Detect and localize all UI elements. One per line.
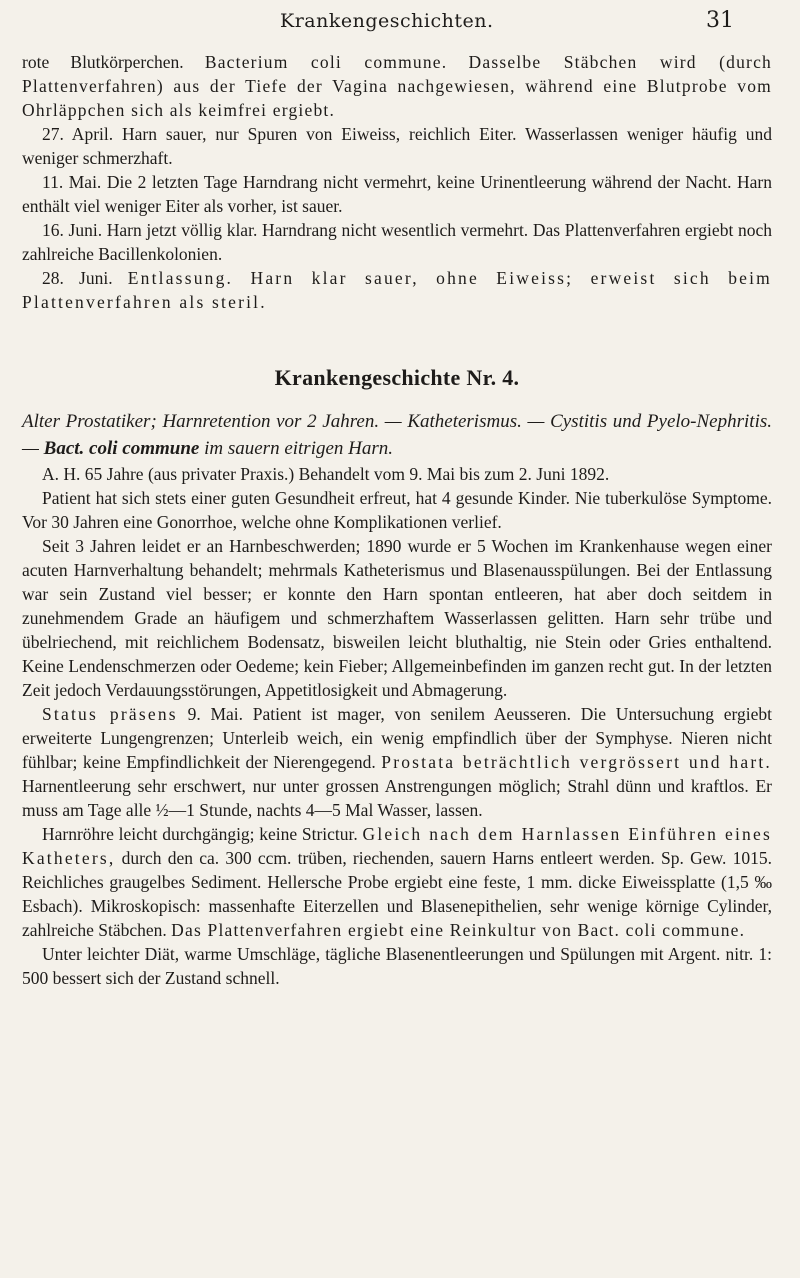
status-text: 9. Mai. Patient ist mager, von senilem Aeusseren. Die Untersuchung ergiebt erweiterte Lungengrenzen; Unterleib weich, ein wenig empfindlich über der Symphyse. Nieren nicht fühlbar; keine Empfindlichkeit der Nierengegend. bbox=[22, 704, 772, 772]
status-prostata: Prostata beträchtlich vergrössert und hart. bbox=[381, 752, 773, 772]
status-label: Status präsens bbox=[42, 704, 178, 724]
entry-28-juni bbox=[22, 266, 772, 314]
anamnesis-complaints: Seit 3 Jahren leidet er an Harnbeschwerden; 1890 wurde er 5 Wochen im Krankenhause wegen einer acuten Harnverhaltung behandelt; mehrmals Katheterismus und Blasenausspülungen. Bei der Entlassung war sein Zustand viel besser; er konnte den Harn spontan entleeren, hat aber doch seitdem in zunehmendem Grade an häufigem und schmerzhaftem Wasserlassen gelitten. Harn sehr trübe und übelriechend, mit reichlichem Bodensatz, bisweilen leicht bluthaltig, nie Stein oder Gries enthaltend. Keine Lendenschmerzen oder Oedeme; kein Fieber; Allgemeinbefinden im ganzen recht gut. In der letzten Zeit jedoch Verdauungsstörungen, Appetitlosigkeit und Abmagerung. bbox=[22, 536, 772, 700]
intro-text: rote Blutkörperchen. bbox=[22, 52, 205, 72]
entry-11-mai: 11. Mai. Die 2 letzten Tage Harndrang nicht vermehrt, keine Urinentleerung während der Nacht. Harn enthält viel weniger Eiter als vorher, ist sauer. bbox=[22, 172, 772, 216]
running-head bbox=[0, 6, 800, 36]
urethra-paragraph bbox=[22, 822, 772, 942]
urethra-catheter: Gleich nach dem Harnlassen Einführen eines Katheters, bbox=[22, 824, 772, 868]
case-subtitle bbox=[22, 408, 772, 462]
intro-vagina-finding: Dasselbe Stäbchen wird (durch Plattenverfahren) aus der Tiefe der Vagina nachgewiesen, während eine Blutprobe vom Ohrläppchen sich als keimfrei ergiebt. bbox=[22, 52, 773, 120]
case-heading: Krankengeschichte Nr. 4. bbox=[274, 365, 520, 390]
entry-28-juni-date: 28. Juni. bbox=[42, 268, 128, 288]
case-subtitle-end: im sauern eitrigen Harn. bbox=[199, 438, 394, 459]
intro-space bbox=[447, 52, 468, 72]
status-urination: Harnentleerung sehr erschwert, nur unter grossen Anstrengungen möglich; Strahl dünn und kraftlos. Er muss am Tage alle ½—1 Stunde, nachts 4—5 Mal Wasser, lassen. bbox=[22, 776, 772, 820]
intro-bacterium-name: Bacterium coli commune. bbox=[204, 52, 448, 72]
anamnesis-history: Patient hat sich stets einer guten Gesundheit erfreut, hat 4 gesunde Kinder. Nie tuberkulöse Symptome. Vor 30 Jahren eine Gonorrhoe, welche ohne Komplikationen verlief. bbox=[22, 488, 772, 532]
urethra-findings: durch den ca. 300 ccm. trüben, riechenden, sauern Harns entleert werden. Sp. Gew. 1015. Reichliches graugelbes Sediment. Hellersche Probe ergiebt eine feste, 1 mm. dicke Eiweissplatte (1,5 ‰ Esbach). Mikroskopisch: massenhafte Eiterzellen und Blasenepithelien, sehr wenige körnige Cylinder, zahlreiche Stäbchen. bbox=[22, 848, 772, 940]
urethra-text: Harnröhre leicht durchgängig; keine Strictur. bbox=[42, 824, 363, 844]
intro-paragraph-bacterium bbox=[22, 50, 772, 122]
therapy-paragraph: Unter leichter Diät, warme Umschläge, tägliche Blasenentleerungen und Spülungen mit Argent. nitr. 1: 500 bessert sich der Zustand schnell. bbox=[22, 944, 772, 988]
entry-27-april: 27. April. Harn sauer, nur Spuren von Eiweiss, reichlich Eiter. Wasserlassen weniger häufig und weniger schmerzhaft. bbox=[22, 124, 772, 168]
urethra-culture: Das Plattenverfahren ergiebt eine Reinkultur von Bact. coli commune. bbox=[171, 920, 746, 940]
status-paragraph bbox=[22, 702, 772, 822]
page-number: 31 bbox=[706, 8, 734, 33]
entry-28-juni-discharge: Entlassung. Harn klar sauer, ohne Eiweiss; erweist sich beim Plattenverfahren als steril. bbox=[22, 268, 772, 312]
patient-line: A. H. 65 Jahre (aus privater Praxis.) Behandelt vom 9. Mai bis zum 2. Juni 1892. bbox=[42, 464, 610, 484]
entry-16-juni: 16. Juni. Harn jetzt völlig klar. Harndrang nicht wesentlich vermehrt. Das Plattenverfahren ergiebt noch zahlreiche Bacillenkolonien. bbox=[22, 220, 772, 264]
case-subtitle-text: Alter Prostatiker; Harnretention vor 2 Jahren. — Katheterismus. — Cystitis und Pyelo-Nephritis. — bbox=[22, 411, 772, 459]
case-subtitle-bacterium: Bact. coli commune bbox=[43, 438, 200, 459]
running-title: Krankengeschichten. bbox=[280, 10, 494, 32]
text-block bbox=[22, 50, 772, 990]
